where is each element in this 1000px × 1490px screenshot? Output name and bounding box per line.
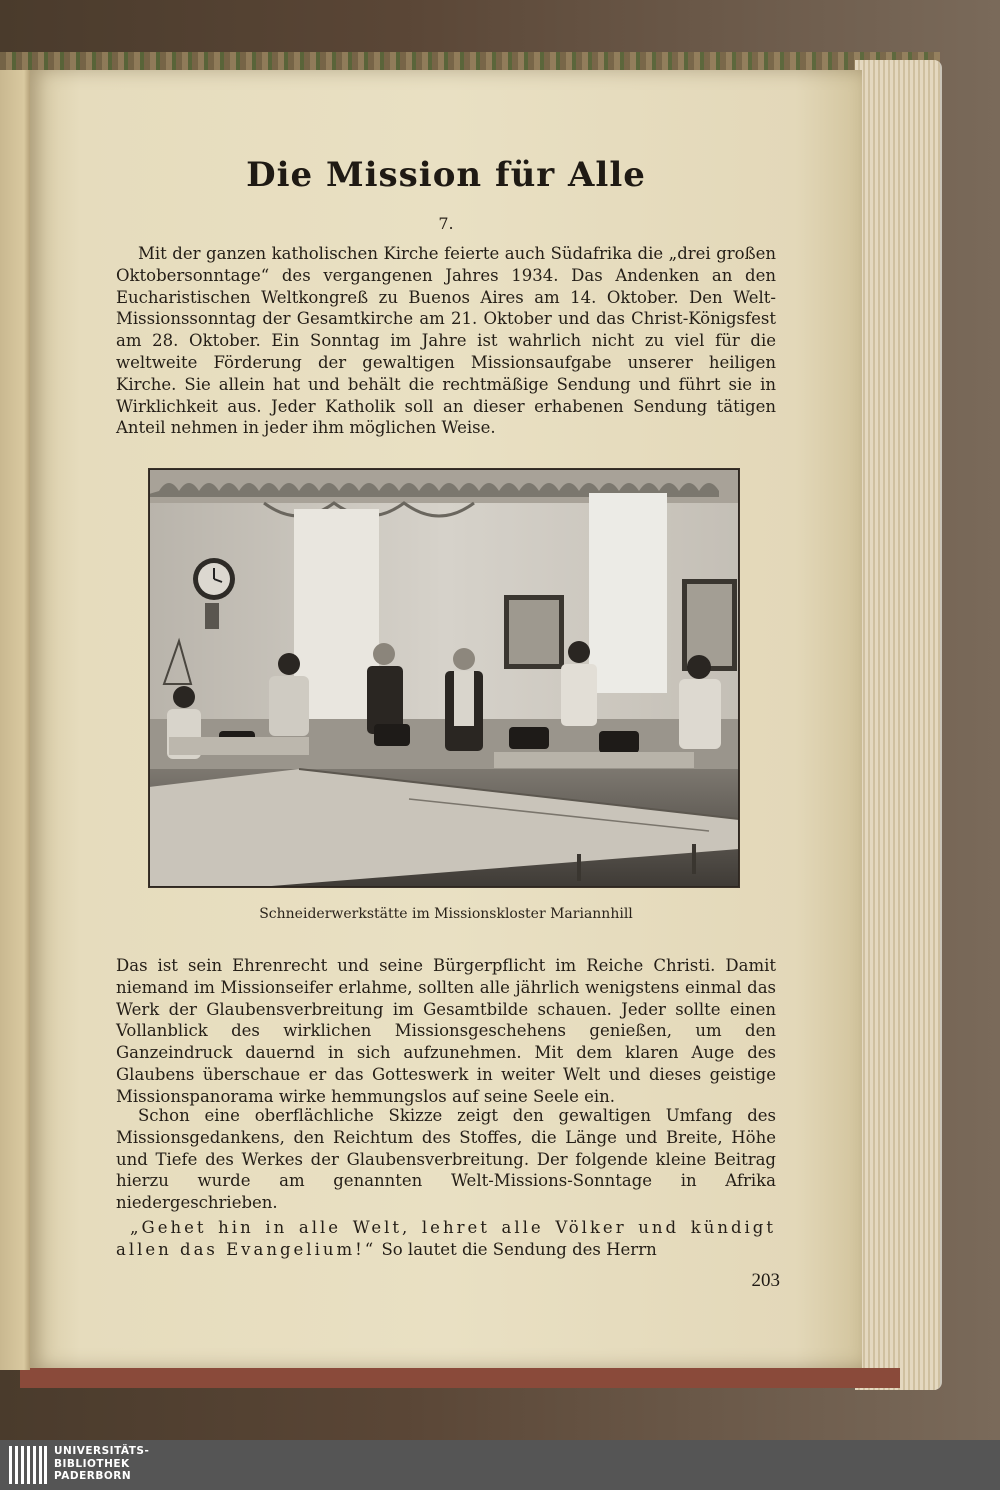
logo-line-1: UNIVERSITÄTS-	[54, 1445, 150, 1457]
logo-line-2: BIBLIOTHEK	[54, 1457, 130, 1470]
library-logo-text	[54, 1445, 149, 1483]
quote-continuation: So lautet die Sendung des Herrn	[376, 1239, 657, 1259]
page-heading: Die Mission für Alle	[246, 155, 646, 195]
logo-line-3: PADERBORN	[54, 1470, 132, 1482]
library-logo-icon	[8, 1444, 48, 1486]
book-cover-bottom-edge	[20, 1368, 900, 1388]
section-number: 7.	[438, 214, 454, 233]
photo-tailor-workshop	[148, 468, 740, 888]
paragraph-2: Das ist sein Ehrenrecht und seine Bürgerpflicht im Reiche Christi. Damit niemand im Missionseifer erlahme, sollten alle jährlich wenigstens einmal das Werk der Glaubensverbreitung im Gesamtbilde schauen. Jeder sollte einen Vollanblick des wirklichen Missionsgeschehens genießen, um den Ganzeindruck dauernd in sich aufzunehmen. Mit dem klaren Auge des Glaubens überschaue er das Gotteswerk in weiter Welt und dieses geistige Missionspanorama wirke hemmungslos auf seine Seele ein.	[116, 956, 776, 1106]
book-page	[30, 70, 862, 1368]
page-number: 203	[751, 1270, 780, 1291]
quote-spaced-text: „Gehet hin in alle Welt, lehret alle Völker und kündigt allen das Evangelium!“	[116, 1218, 776, 1259]
paragraph-1: Mit der ganzen katholischen Kirche feierte auch Südafrika die „drei großen Oktobersonntage“ des vergangenen Jahres 1934. Das Andenken an den Eucharistischen Weltkongreß zu Buenos Aires am 14. Oktober. Den Welt-Missionssonntag der Gesamtkirche am 21. Oktober und das Christ-Königsfest am 28. Oktober. Ein Sonntag im Jahre ist wahrlich nicht zu viel für die weltweite Förderung der gewaltigen Missionsaufgabe unserer heiligen Kirche. Sie allein hat und behält die rechtmäßige Sendung und führt sie in Wirklichkeit aus. Jeder Katholik soll an dieser erhabenen Sendung tätigen Anteil nehmen in jeder ihm möglichen Weise.	[116, 244, 776, 438]
paragraph-4-quote	[116, 1217, 776, 1261]
photo-caption: Schneiderwerkstätte im Missionskloster Mariannhill	[259, 906, 633, 922]
paragraph-3: Schon eine oberflächliche Skizze zeigt den gewaltigen Umfang des Missionsgedankens, den Reichtum des Stoffes, die Länge und Breite, Höhe und Tiefe des Werkes der Glaubensverbreitung. Der folgende kleine Beitrag hierzu wurde am genannten Welt-Missions-Sonntage in Afrika niedergeschrieben.	[116, 1106, 776, 1213]
library-footer	[0, 1440, 1000, 1490]
left-page-margin	[0, 70, 30, 1370]
page-stack-edges	[855, 60, 940, 1390]
